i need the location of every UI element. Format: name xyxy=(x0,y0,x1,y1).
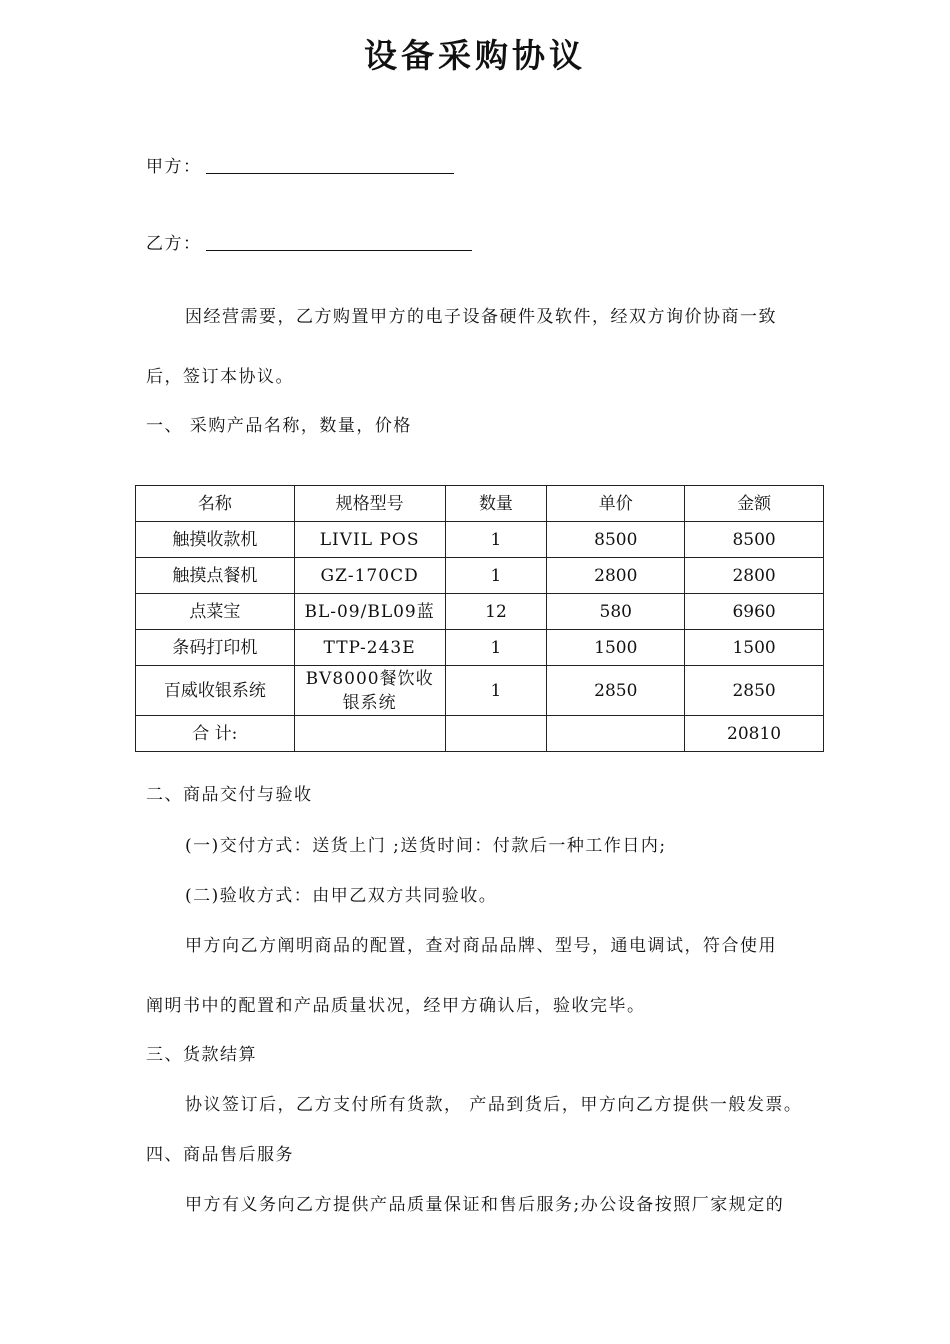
empty-cell xyxy=(445,716,547,752)
cell-name: 百威收银系统 xyxy=(136,666,295,716)
purchase-table xyxy=(135,485,824,752)
party-a-blank xyxy=(206,157,454,174)
cell-model: LIVIL POS xyxy=(294,522,445,558)
empty-cell xyxy=(547,716,685,752)
document-title: 设备采购协议 xyxy=(364,36,586,75)
acceptance-para-line-1: 甲方向乙方阐明商品的配置，查对商品品牌、型号，通电调试，符合使用 xyxy=(185,936,777,956)
section-1-heading: 一、 采购产品名称，数量，价格 xyxy=(146,416,412,436)
party-b-label: 乙方： xyxy=(146,234,202,254)
total-label: 合 计: xyxy=(136,716,295,752)
total-value: 20810 xyxy=(685,716,824,752)
empty-cell xyxy=(294,716,445,752)
cell-name: 触摸收款机 xyxy=(136,522,295,558)
cell-amount: 2850 xyxy=(685,666,824,716)
table-row xyxy=(136,594,824,630)
cell-model: GZ-170CD xyxy=(294,558,445,594)
cell-unit-price: 1500 xyxy=(547,630,685,666)
party-b-line xyxy=(146,229,472,254)
payment-para: 协议签订后，乙方支付所有货款， 产品到货后，甲方向乙方提供一般发票。 xyxy=(185,1095,803,1115)
table-row xyxy=(136,522,824,558)
cell-amount: 8500 xyxy=(685,522,824,558)
intro-line-1: 因经营需要，乙方购置甲方的电子设备硬件及软件，经双方询价协商一致 xyxy=(185,307,777,327)
cell-model: TTP-243E xyxy=(294,630,445,666)
table-row xyxy=(136,666,824,716)
party-a-label: 甲方： xyxy=(146,157,202,177)
cell-unit-price: 2800 xyxy=(547,558,685,594)
header-model: 规格型号 xyxy=(294,486,445,522)
header-unit-price: 单价 xyxy=(547,486,685,522)
section-4-heading: 四、商品售后服务 xyxy=(146,1145,294,1165)
service-para-line-1: 甲方有义务向乙方提供产品质量保证和售后服务;办公设备按照厂家规定的 xyxy=(185,1195,785,1215)
table-row xyxy=(136,558,824,594)
cell-unit-price: 8500 xyxy=(547,522,685,558)
acceptance-method: (二)验收方式：由甲乙双方共同验收。 xyxy=(185,886,498,906)
acceptance-para-line-2: 阐明书中的配置和产品质量状况，经甲方确认后，验收完毕。 xyxy=(146,996,646,1016)
table-header-row xyxy=(136,486,824,522)
cell-unit-price: 580 xyxy=(547,594,685,630)
party-b-blank xyxy=(206,234,472,251)
cell-quantity: 1 xyxy=(445,630,547,666)
cell-amount: 1500 xyxy=(685,630,824,666)
section-3-heading: 三、货款结算 xyxy=(146,1045,257,1065)
cell-name: 点菜宝 xyxy=(136,594,295,630)
cell-model: BV8000餐饮收银系统 xyxy=(294,666,445,716)
section-2-heading: 二、商品交付与验收 xyxy=(146,785,313,805)
intro-line-2: 后，签订本协议。 xyxy=(146,367,294,387)
cell-quantity: 1 xyxy=(445,522,547,558)
cell-quantity: 1 xyxy=(445,666,547,716)
cell-unit-price: 2850 xyxy=(547,666,685,716)
table-total-row xyxy=(136,716,824,752)
party-a-line xyxy=(146,152,454,177)
cell-model: BL-09/BL09蓝 xyxy=(294,594,445,630)
header-quantity: 数量 xyxy=(445,486,547,522)
header-amount: 金额 xyxy=(685,486,824,522)
cell-quantity: 1 xyxy=(445,558,547,594)
cell-amount: 2800 xyxy=(685,558,824,594)
cell-quantity: 12 xyxy=(445,594,547,630)
cell-name: 触摸点餐机 xyxy=(136,558,295,594)
table-row xyxy=(136,630,824,666)
delivery-method: (一)交付方式：送货上门 ;送货时间：付款后一种工作日内; xyxy=(185,836,667,856)
cell-amount: 6960 xyxy=(685,594,824,630)
header-name: 名称 xyxy=(136,486,295,522)
cell-name: 条码打印机 xyxy=(136,630,295,666)
